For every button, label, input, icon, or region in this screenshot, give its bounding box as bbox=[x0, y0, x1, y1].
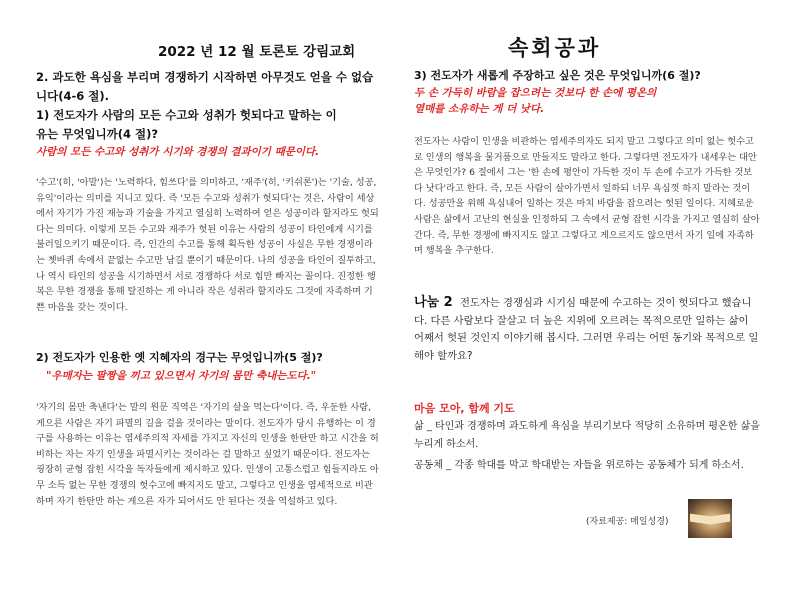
bulletin-title: 2022 년 12 월 토론토 강림교회 bbox=[158, 44, 356, 60]
source-credit: (자료제공: 매일성경) bbox=[586, 517, 669, 527]
main-question: 2. 과도한 욕심을 부리며 경쟁하기 시작하면 아무것도 얻을 수 없습니다(4-6 절). bbox=[36, 70, 374, 103]
answer-1: 사람의 모든 수고와 성취가 시기와 경쟁의 결과이기 때문이다. bbox=[36, 146, 320, 158]
share-label: 나눔 2 bbox=[414, 295, 453, 310]
answer-3: 두 손 가득히 바람을 잡으려는 것보다 한 손에 평온의 열매를 소유하는 게 더 낫다. bbox=[414, 87, 657, 115]
question-1: 1) 전도자가 사람의 모든 수고와 성취가 헛되다고 말하는 이유는 무엇입니까(4 절)? bbox=[36, 108, 337, 141]
commentary-2: '자기의 몸만 축낸다'는 말의 원문 직역은 '자기의 살을 먹는다'이다. 즉, 우둔한 사람, 게으른 사람은 자기 파멸의 길을 걸을 것이라는 말이다. 전도자가 당시 유행하는 이 경구를 사용하는 이유는 염세주의적 자세를 가지고 자신의 인생을 한탄만 하고 시간을 허비하는 자는 자기 인생을 파멸시키는 것이라는 걸 말하고 싶었기 때문이다. 전도자는 굉장히 균형 잡힌 시각을 독자들에게 제시하고 있다. 인생이 고통스럽고 힘들지라도 아무 소득 없는 무한 경쟁의 헛수고에 빠지지도 말고, 그렇다고 인생을 염세적으로 비관하며 자기 한탄만 하는 게으른 자가 되어서도 안 된다는 것을 역설하고 있다. bbox=[36, 402, 379, 507]
prayer-community: 공동체 _ 각종 학대를 막고 학대받는 자들을 위로하는 공동체가 되게 하소서. bbox=[414, 460, 744, 471]
commentary-1: '수고'(히, '아말')는 '노력하다, 힘쓰다'를 의미하고, '재주'(히, '키쉬론')는 '기술, 성공, 유익'이라는 의미를 지니고 있다. 즉 '모든 수고와 성취가 헛되다'는 것은, 사람이 세상에서 자기가 가진 재능과 기술을 가지고 열심히 노력하여 얻은 성공이라 할지라도 헛되다는 의미다. 이렇게 모든 수고와 재주가 헛된 이유는 사람의 성공이 타인에게 시기를 불러일으키기 때문이다. 즉, 인간의 수고를 통해 획득한 성공이 사실은 무한 경쟁이라는 쳇바퀴 속에서 끝없는 수고만 남길 뿐이기 때문이다. 나의 성공을 타인이 질투하고, 나 역시 타인의 성공을 시기하면서 서로 경쟁하다 서로 힘만 빠지는 꼴이다. 진정한 행복은 무한 경쟁을 통해 탈진하는 게 아니라 작은 성취라 할지라도 그것에 자족하며 기쁜 마음을 갖는 것이다. bbox=[36, 177, 379, 313]
commentary-3: 전도자는 사람이 인생을 비관하는 염세주의자도 되지 말고 그렇다고 의미 없는 헛수고로 인생의 행복을 물거품으로 만들지도 말라고 한다. 그렇다면 전도자가 내세우는 대안은 무엇인가? 6 절에서 그는 '한 손에 평안이 가득한 것이 두 손에 수고가 가득한 것보다 낫다'라고 한다. 즉, 모든 사람이 살아가면서 일하되 너무 욕심껏 하지 말라는 것이다. 성공만을 위해 욕심내어 일하는 것은 마치 바람을 잡으려는 헛된 일이다. 지혜로운 사람은 삶에서 고난의 현실을 인정하되 그 속에서 균형 잡힌 시각을 가지고 열심히 살아간다. 즉, 무한 경쟁에 빠지지도 않고 그렇다고 게으르지도 않으면서 자기 일에 자족하며 행복을 추구한다. bbox=[414, 136, 760, 257]
prayer-title: 마음 모아, 함께 기도 bbox=[414, 402, 515, 415]
question-3: 3) 전도자가 새롭게 주장하고 싶은 것은 무엇입니까(6 절)? bbox=[414, 69, 701, 82]
question-2: 2) 전도자가 인용한 옛 지혜자의 경구는 무엇입니까(5 절)? bbox=[36, 351, 323, 364]
answer-2: "우매자는 팔짱을 끼고 있으면서 자기의 몸만 축내는도다." bbox=[46, 370, 317, 382]
open-bible-image bbox=[688, 499, 732, 538]
share-section bbox=[414, 294, 760, 366]
series-title: 속회공과 bbox=[508, 36, 602, 60]
prayer-self: 삶 _ 타인과 경쟁하며 과도하게 욕심을 부리기보다 적당히 소유하며 평온한 삶을 누리게 하소서. bbox=[414, 421, 760, 451]
share-text: 전도자는 경쟁심과 시기심 때문에 수고하는 것이 헛되다고 했습니다. 다른 사람보다 잘살고 더 높은 지위에 오르려는 목적으로만 일하는 삶이 어째서 헛된 것인지 이야기해 봅시다. 그러면 우리는 어떤 동기와 목적으로 일해야 할까요? bbox=[414, 297, 759, 363]
